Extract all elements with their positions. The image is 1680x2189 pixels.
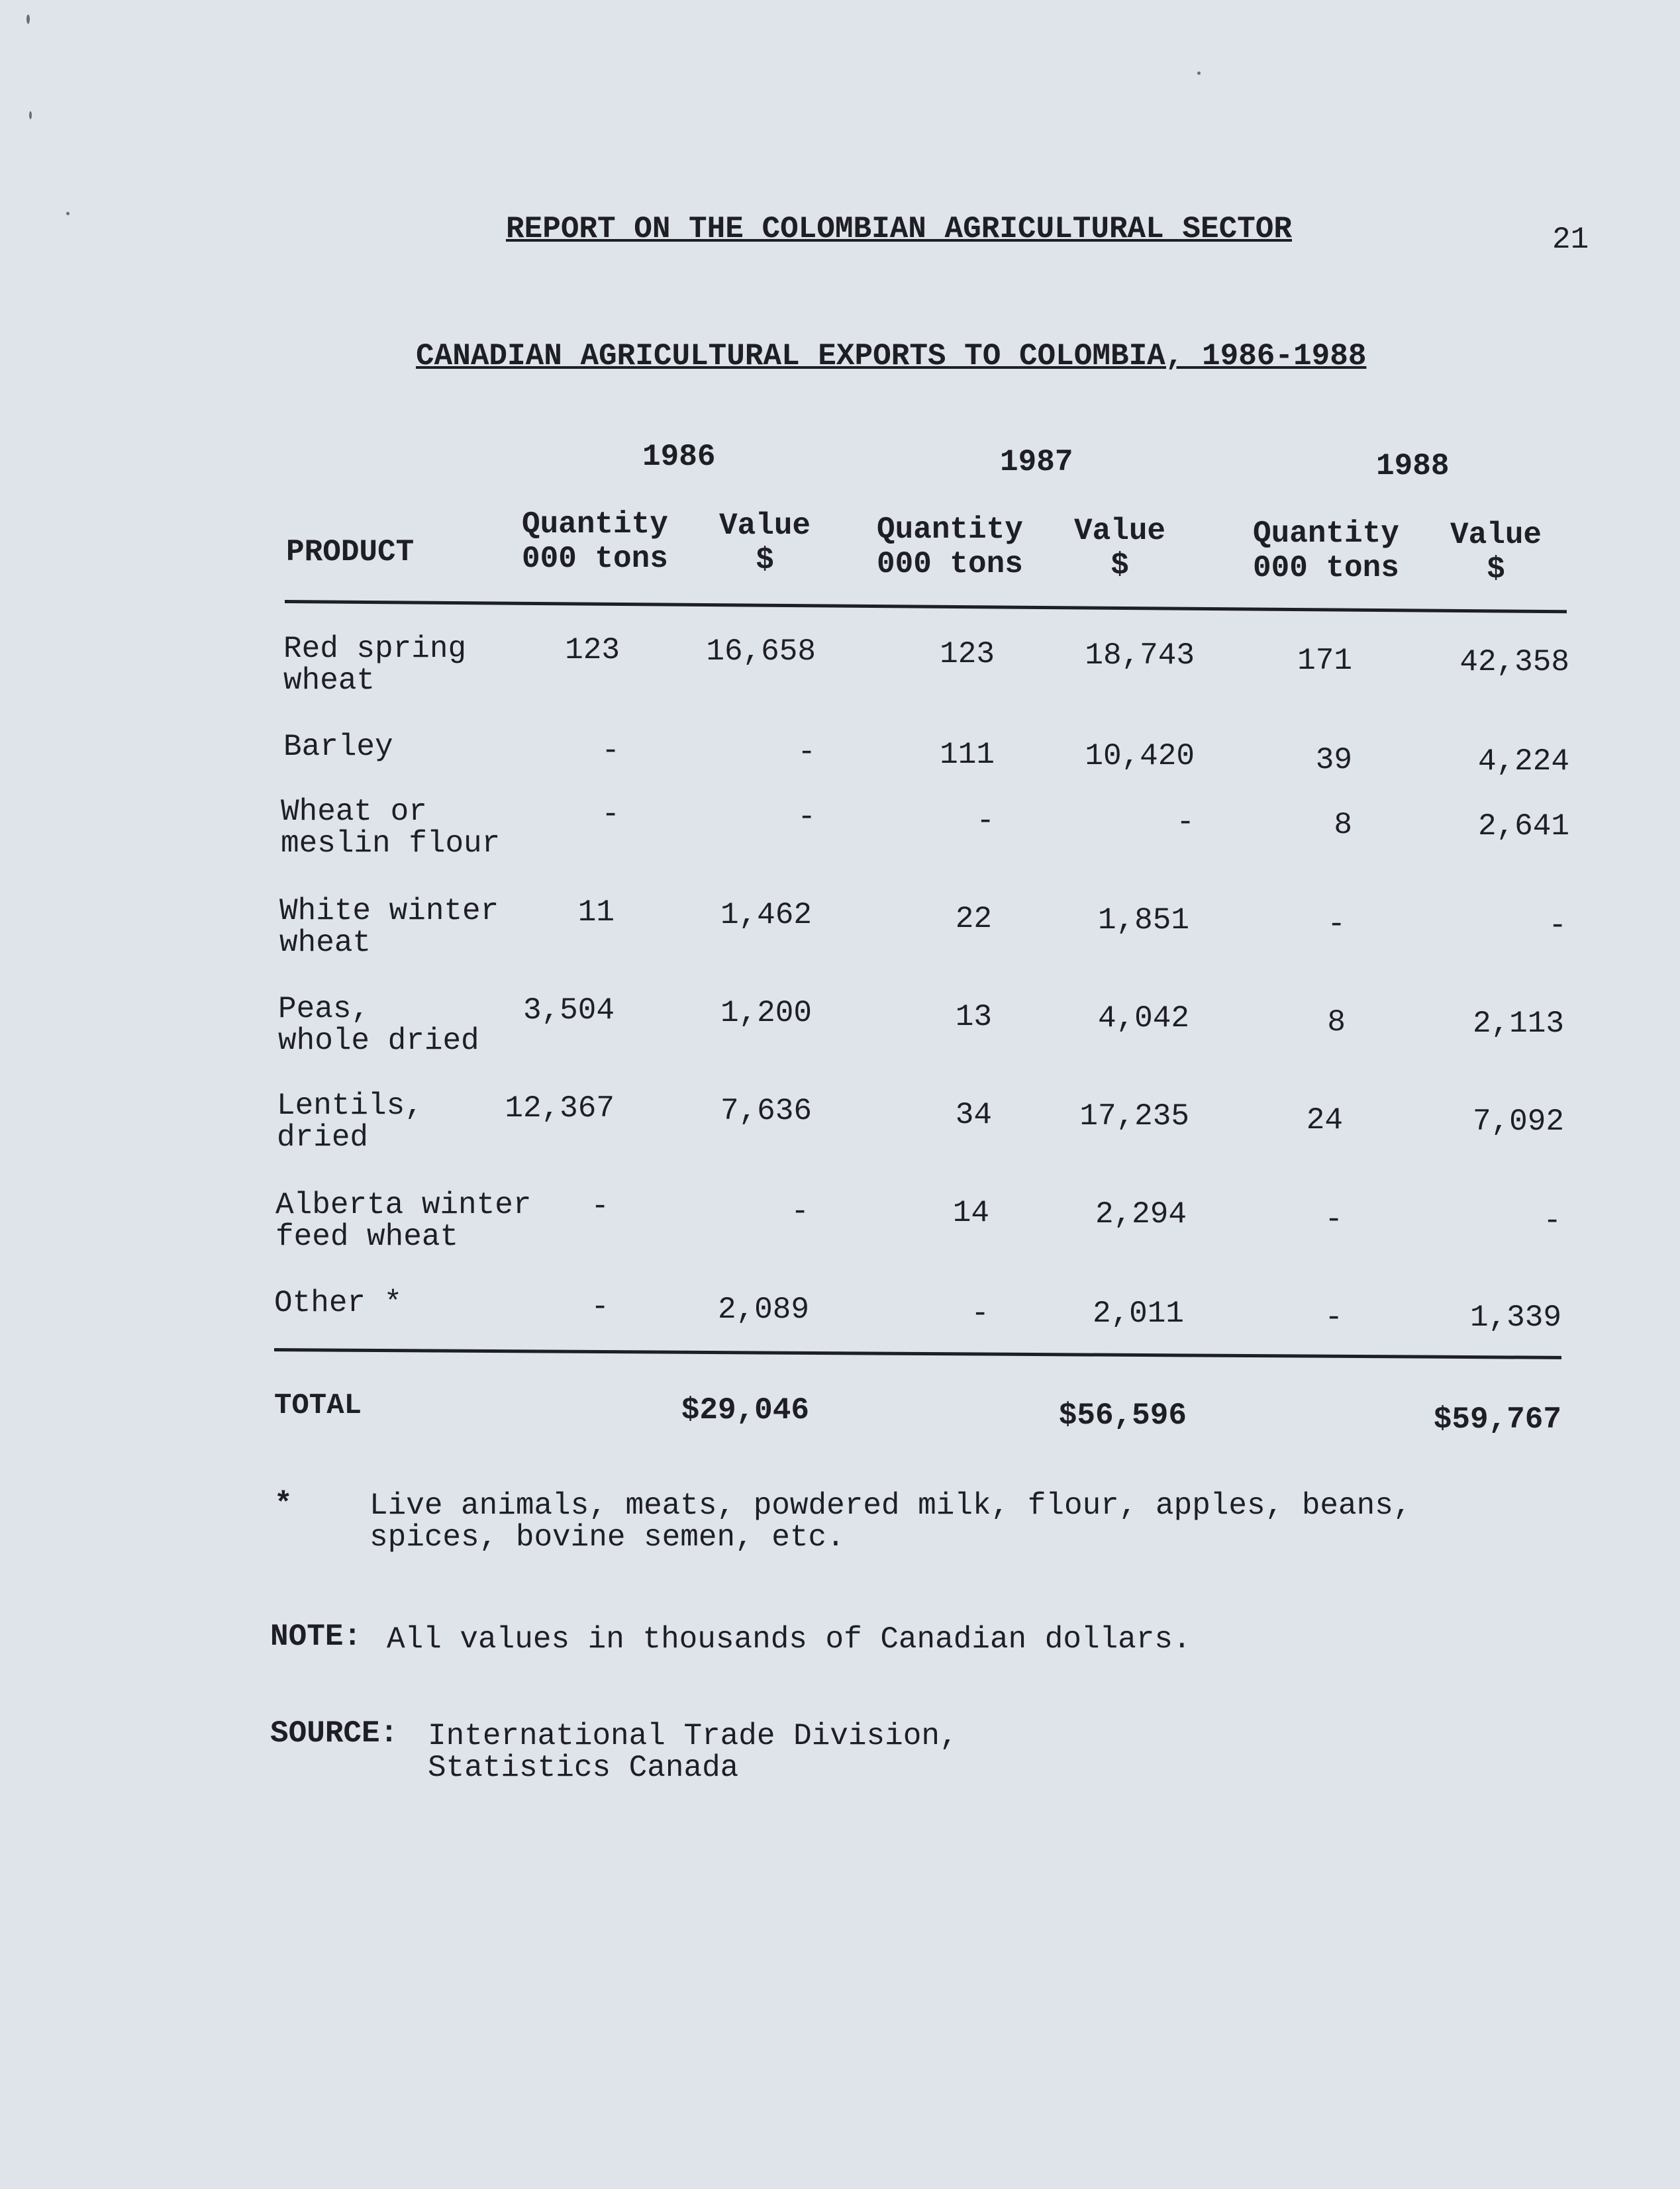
- value-1986-cell: -: [797, 800, 816, 834]
- product-cell: Barley: [283, 730, 393, 764]
- quantity-1987-cell: -: [976, 804, 995, 838]
- quantity-1988-cell: 171: [1297, 644, 1352, 678]
- year-1988-header: 1988: [1376, 449, 1450, 483]
- value-1988-cell: -: [1548, 908, 1567, 943]
- header-rule: [285, 600, 1567, 613]
- quantity-1987-cell: 14: [952, 1196, 989, 1230]
- quantity-1986-cell: 12,367: [505, 1091, 615, 1126]
- note-label: NOTE:: [270, 1620, 362, 1654]
- quantity-1988-header: Quantity 000 tons: [1253, 516, 1399, 585]
- product-column-header: PRODUCT: [286, 535, 415, 569]
- value-1988-cell: 1,339: [1469, 1300, 1561, 1335]
- value-1988-header: Value $: [1450, 518, 1542, 587]
- value-1986-cell: 16,658: [706, 634, 816, 669]
- quantity-1987-cell: -: [971, 1296, 989, 1331]
- scan-speck: [66, 212, 70, 215]
- quantity-1986-cell: -: [591, 1189, 609, 1224]
- value-1986-cell: -: [791, 1194, 809, 1229]
- quantity-1987-cell: 22: [955, 902, 992, 936]
- quantity-1986-cell: 11: [577, 895, 615, 930]
- value-1988-cell: -: [1543, 1204, 1561, 1238]
- note-text: All values in thousands of Canadian dollars.: [387, 1622, 1191, 1657]
- quantity-1988-cell: -: [1324, 1300, 1343, 1335]
- value-1986-cell: -: [797, 735, 816, 769]
- value-1987-header: Value $: [1074, 514, 1166, 583]
- scan-speck: [26, 15, 30, 24]
- quantity-1988-cell: 39: [1315, 743, 1352, 777]
- year-1986-header: 1986: [642, 440, 716, 474]
- value-1987-cell: 1,851: [1097, 903, 1189, 938]
- quantity-1988-cell: -: [1327, 907, 1346, 942]
- quantity-1987-cell: 123: [940, 637, 995, 671]
- value-1987-cell: -: [1176, 805, 1195, 840]
- product-cell: Wheat or meslin flour: [281, 795, 501, 861]
- product-cell: White winter wheat: [279, 894, 499, 960]
- value-1987-cell: 2,011: [1092, 1296, 1184, 1331]
- value-1987-cell: 2,294: [1095, 1197, 1187, 1232]
- quantity-1987-cell: 111: [940, 738, 995, 772]
- value-1987-cell: 18,743: [1085, 638, 1195, 673]
- value-1986-cell: 7,636: [720, 1094, 812, 1128]
- footnote-other-text: Live animals, meats, powdered milk, flour, apples, beans, spices, bovine semen, etc.: [370, 1488, 1412, 1555]
- value-1988-cell: 7,092: [1472, 1104, 1564, 1139]
- value-1988-cell: 2,113: [1472, 1006, 1564, 1041]
- value-1988-cell: 4,224: [1477, 744, 1569, 779]
- value-1988-cell: 42,358: [1459, 645, 1569, 679]
- table-title: CANADIAN AGRICULTURAL EXPORTS TO COLOMBIA, 1986-1988: [416, 339, 1367, 373]
- product-cell: Lentils, dried: [277, 1089, 423, 1155]
- quantity-1986-header: Quantity 000 tons: [522, 507, 668, 576]
- quantity-1987-header: Quantity 000 tons: [877, 512, 1023, 581]
- scan-speck: [29, 111, 32, 119]
- total-1986-value: $29,046: [681, 1393, 809, 1428]
- scan-speck: [1197, 72, 1201, 75]
- report-title: REPORT ON THE COLOMBIAN AGRICULTURAL SECTOR: [506, 212, 1292, 246]
- quantity-1986-cell: 123: [565, 633, 620, 667]
- value-1986-header: Value $: [719, 509, 811, 577]
- value-1988-cell: 2,641: [1477, 809, 1569, 844]
- quantity-1988-cell: 24: [1306, 1103, 1343, 1138]
- source-label: SOURCE:: [270, 1716, 399, 1751]
- page-number: 21: [1552, 222, 1589, 257]
- total-1987-value: $56,596: [1058, 1398, 1187, 1433]
- quantity-1987-cell: 13: [955, 1000, 992, 1034]
- product-cell: Alberta winter feed wheat: [275, 1188, 532, 1254]
- product-cell: Other *: [274, 1286, 403, 1320]
- value-1986-cell: 1,462: [720, 898, 812, 932]
- value-1987-cell: 10,420: [1085, 739, 1195, 773]
- product-cell: Red spring wheat: [283, 632, 467, 698]
- year-1987-header: 1987: [1000, 445, 1073, 479]
- quantity-1988-cell: 8: [1334, 808, 1352, 842]
- quantity-1988-cell: 8: [1327, 1005, 1346, 1040]
- quantity-1986-cell: -: [601, 734, 620, 768]
- footnote-asterisk: *: [274, 1487, 293, 1522]
- value-1986-cell: 2,089: [717, 1292, 809, 1327]
- total-label: TOTAL: [274, 1389, 362, 1422]
- value-1987-cell: 17,235: [1079, 1099, 1189, 1134]
- source-text: International Trade Division, Statistics Canada: [428, 1719, 958, 1785]
- quantity-1986-cell: -: [601, 797, 620, 832]
- quantity-1987-cell: 34: [955, 1098, 992, 1132]
- quantity-1988-cell: -: [1324, 1202, 1343, 1237]
- product-cell: Peas, whole dried: [278, 992, 479, 1058]
- quantity-1986-cell: 3,504: [522, 993, 615, 1028]
- value-1986-cell: 1,200: [720, 996, 812, 1030]
- total-rule: [274, 1348, 1561, 1359]
- total-1988-value: $59,767: [1433, 1402, 1561, 1437]
- value-1987-cell: 4,042: [1097, 1001, 1189, 1036]
- quantity-1986-cell: -: [591, 1290, 609, 1324]
